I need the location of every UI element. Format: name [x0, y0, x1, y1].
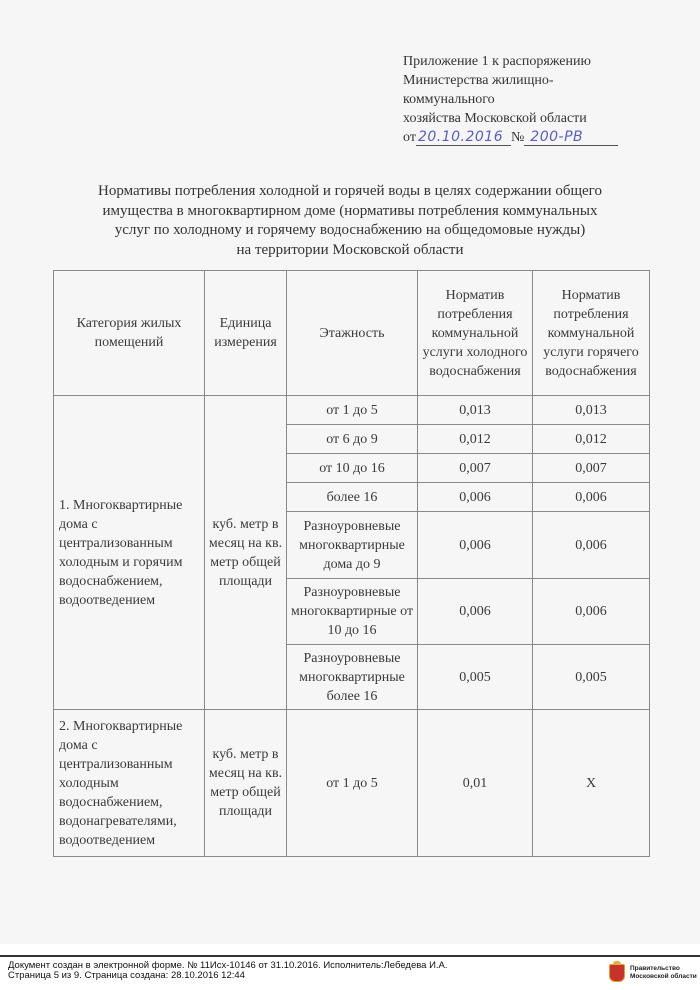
table-row: [54, 396, 650, 425]
floors-cell: Разноуровневые многоквартирные дома до 9: [287, 512, 418, 579]
appendix-line: Приложение 1 к распоряжению: [403, 54, 591, 69]
floors-cell: более 16: [287, 483, 418, 512]
cold-norm-cell: 0,005: [418, 645, 533, 710]
cold-norm-cell: 0,012: [418, 425, 533, 454]
floors-cell: от 1 до 5: [287, 396, 418, 425]
handwritten-date: 20.10.2016: [416, 130, 511, 146]
cold-norm-cell: 0,006: [418, 579, 533, 645]
table-header-row: [54, 271, 650, 396]
table-row: [54, 710, 650, 857]
cold-norm-cell: 0,006: [418, 512, 533, 579]
unit-cell: куб. метр в месяц на кв. метр общей площади: [205, 396, 287, 710]
appendix-line: коммунального: [403, 92, 495, 107]
category-cell: 2. Многоквартирные дома с централизованным холодным водоснабжением, водонагревателями, водоотведением: [54, 710, 205, 857]
number-prefix: №: [510, 130, 525, 145]
hot-norm-cell: 0,006: [533, 483, 650, 512]
floors-cell: от 6 до 9: [287, 425, 418, 454]
handwritten-number: 200-РВ: [524, 130, 618, 146]
header-hot-norm: Норматив потребления коммунальной услуги горячего водоснабжения: [533, 271, 650, 396]
floors-cell: от 1 до 5: [287, 710, 418, 857]
coat-of-arms-icon: [609, 964, 625, 982]
title-line: на территории Московской области: [236, 241, 464, 258]
category-cell: 1. Многоквартирные дома с централизованным холодным и горячим водоснабжением, водоотведением: [54, 396, 205, 710]
norms-table: [53, 270, 650, 857]
floors-cell: Разноуровневые многоквартирные более 16: [287, 645, 418, 710]
appendix-signature-line: [403, 128, 693, 147]
header-category: Категория жилых помещений: [54, 271, 205, 396]
hot-norm-cell: 0,012: [533, 425, 650, 454]
header-cold-norm: Норматив потребления коммунальной услуги холодного водоснабжения: [418, 271, 533, 396]
hot-norm-cell: 0,007: [533, 454, 650, 483]
footer-divider: [0, 955, 700, 957]
hot-norm-cell: 0,013: [533, 396, 650, 425]
appendix-line: хозяйства Московской области: [403, 111, 587, 126]
logo-text-line: Московской области: [630, 973, 697, 980]
date-prefix: от: [403, 130, 416, 145]
logo-text-line: Правительство: [630, 965, 680, 972]
title-line: Нормативы потребления холодной и горячей воды в целях содержании общего: [98, 183, 602, 199]
appendix-header: [403, 52, 693, 147]
appendix-line: Министерства жилищно-: [403, 73, 554, 88]
document-title: [40, 182, 660, 260]
cold-norm-cell: 0,006: [418, 483, 533, 512]
cold-norm-cell: 0,007: [418, 454, 533, 483]
hot-norm-cell: 0,006: [533, 512, 650, 579]
hot-norm-cell: X: [533, 710, 650, 857]
footer-info: [8, 961, 448, 981]
unit-cell: куб. метр в месяц на кв. метр общей площади: [205, 710, 287, 857]
cold-norm-cell: 0,01: [418, 710, 533, 857]
government-logo-text: [630, 965, 697, 981]
footer-page-info: Страница 5 из 9. Страница создана: 28.10.2016 12:44: [8, 970, 245, 981]
hot-norm-cell: 0,005: [533, 645, 650, 710]
header-unit: Единица измерения: [205, 271, 287, 396]
title-line: услуг по холодному и горячему водоснабжению на общедомовые нужды): [114, 222, 586, 238]
floors-cell: от 10 до 16: [287, 454, 418, 483]
title-line: имущества в многоквартирном доме (нормативы потребления коммунальных: [102, 202, 598, 219]
floors-cell: Разноуровневые многоквартирные от 10 до 16: [287, 579, 418, 645]
hot-norm-cell: 0,006: [533, 579, 650, 645]
cold-norm-cell: 0,013: [418, 396, 533, 425]
footer-document-info: Документ создан в электронной форме. № 11Исх-10146 от 31.10.2016. Исполнитель:Лебедева И.А.: [8, 960, 448, 971]
header-floors: Этажность: [287, 271, 418, 396]
